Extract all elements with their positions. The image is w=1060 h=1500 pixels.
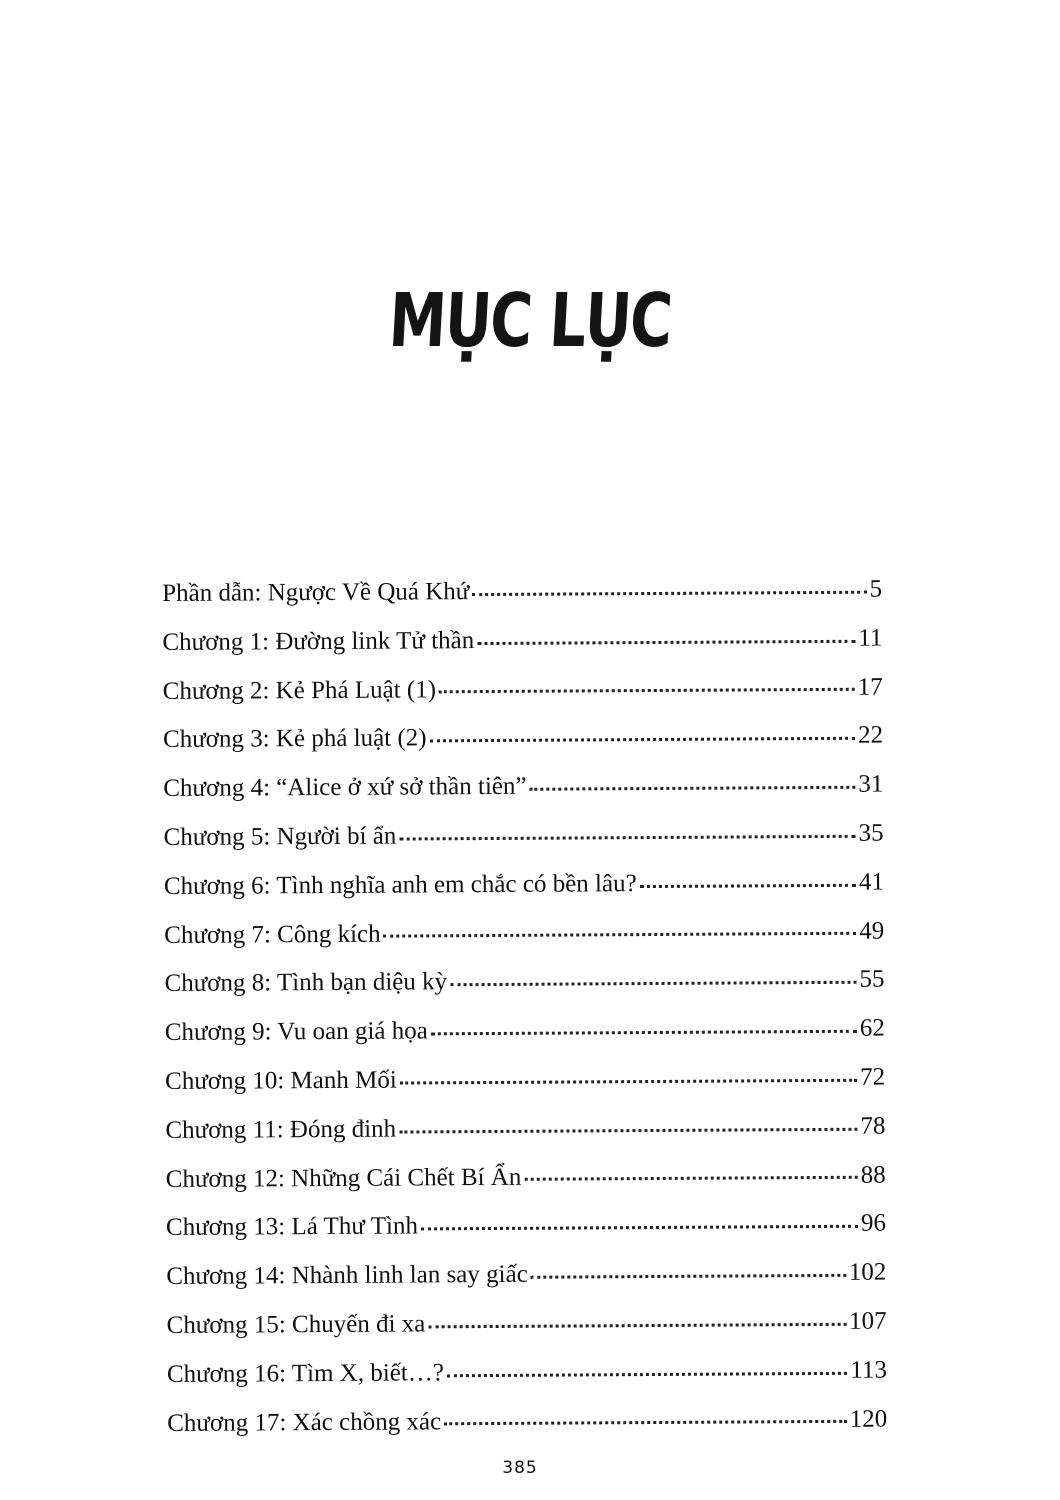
toc-entry — [167, 1395, 887, 1448]
toc-entry-title: Chương 1: Đường link Tử thần — [162, 626, 475, 656]
dot-leader — [421, 1217, 858, 1231]
toc-entry-title: Chương 13: Lá Thư Tình — [165, 1212, 419, 1242]
page-title: MỤC LỤC — [386, 278, 674, 364]
toc-entry — [162, 614, 882, 667]
toc-entry-page: 55 — [859, 965, 885, 994]
page-number: 385 — [502, 1458, 538, 1478]
dot-leader — [399, 1119, 857, 1133]
toc-entry-title: Chương 9: Vu oan giá họa — [164, 1017, 428, 1047]
dot-leader — [472, 583, 866, 596]
dot-leader — [399, 827, 855, 841]
toc-entry-page: 35 — [858, 819, 884, 847]
toc-entry-page: 17 — [857, 673, 883, 701]
toc-entry-title: Chương 6: Tình nghĩa anh em chắc có bền lâu? — [163, 869, 637, 900]
toc-entry — [164, 907, 884, 960]
toc-entry — [163, 761, 883, 814]
toc-entry-page: 5 — [869, 575, 883, 603]
toc-entry-title: Chương 12: Những Cái Chết Bí Ẩn — [165, 1163, 522, 1193]
toc-entry-page: 88 — [860, 1161, 886, 1189]
dot-leader — [447, 1363, 847, 1376]
dot-leader — [439, 680, 855, 694]
dot-leader — [431, 1022, 857, 1036]
toc-entry-page: 120 — [849, 1405, 888, 1433]
toc-entry — [165, 1054, 885, 1107]
dot-leader — [430, 729, 856, 743]
toc-entry — [165, 1102, 885, 1155]
toc-entry-page: 113 — [850, 1356, 887, 1384]
toc-entry-page: 102 — [848, 1258, 887, 1286]
dot-leader — [450, 973, 857, 986]
toc-entry — [167, 1346, 887, 1399]
dot-leader — [530, 778, 856, 791]
toc-entry-title: Chương 17: Xác chồng xác — [167, 1407, 442, 1437]
dot-leader — [444, 1412, 847, 1425]
toc-entry-page: 11 — [858, 624, 883, 652]
toc-entry — [166, 1151, 886, 1204]
toc-entry-page: 41 — [858, 868, 885, 896]
dot-leader — [531, 1266, 846, 1279]
dot-leader — [384, 924, 857, 938]
toc-entry-title: Chương 2: Kẻ Phá Luật (1) — [162, 675, 437, 705]
table-of-contents — [162, 566, 887, 1449]
dot-leader — [477, 631, 855, 644]
toc-entry-title: Chương 4: “Alice ở xứ sở thần tiên” — [163, 772, 527, 803]
toc-entry-page: 22 — [857, 721, 884, 750]
toc-entry — [163, 663, 883, 716]
toc-entry — [166, 1200, 886, 1253]
toc-entry-page: 96 — [860, 1209, 887, 1238]
toc-entry-title: Chương 15: Chuyến đi xa — [166, 1310, 426, 1339]
toc-entry — [163, 712, 883, 765]
dot-leader — [524, 1168, 857, 1181]
toc-entry — [165, 1005, 885, 1058]
toc-entry — [164, 858, 884, 911]
toc-entry-page: 49 — [859, 917, 885, 945]
toc-entry-page: 78 — [860, 1112, 886, 1140]
toc-entry-title: Chương 5: Người bí ẩn — [163, 822, 397, 851]
toc-entry — [166, 1298, 886, 1351]
toc-entry-page: 31 — [858, 770, 884, 798]
toc-entry — [164, 956, 884, 1009]
toc-entry-title: Chương 11: Đóng đinh — [165, 1115, 397, 1144]
toc-entry-title: Chương 14: Nhành linh lan say giấc — [166, 1260, 528, 1291]
dot-leader — [428, 1315, 846, 1329]
toc-entry-title: Phần dẫn: Ngược Về Quá Khứ — [162, 578, 470, 607]
dot-leader — [640, 875, 856, 887]
toc-entry — [163, 810, 883, 863]
toc-entry-page: 72 — [860, 1063, 886, 1091]
toc-entry-title: Chương 3: Kẻ phá luật (2) — [162, 724, 427, 754]
toc-entry-title: Chương 7: Công kích — [164, 920, 381, 949]
dot-leader — [400, 1071, 857, 1085]
toc-entry-page: 62 — [859, 1014, 885, 1042]
toc-entry-page: 107 — [849, 1307, 887, 1335]
toc-entry — [166, 1249, 886, 1302]
toc-entry — [162, 566, 882, 619]
toc-entry-title: Chương 8: Tình bạn diệu kỳ — [164, 968, 448, 998]
toc-entry-title: Chương 16: Tìm X, biết…? — [166, 1359, 444, 1388]
toc-entry-title: Chương 10: Manh Mối — [165, 1066, 397, 1095]
